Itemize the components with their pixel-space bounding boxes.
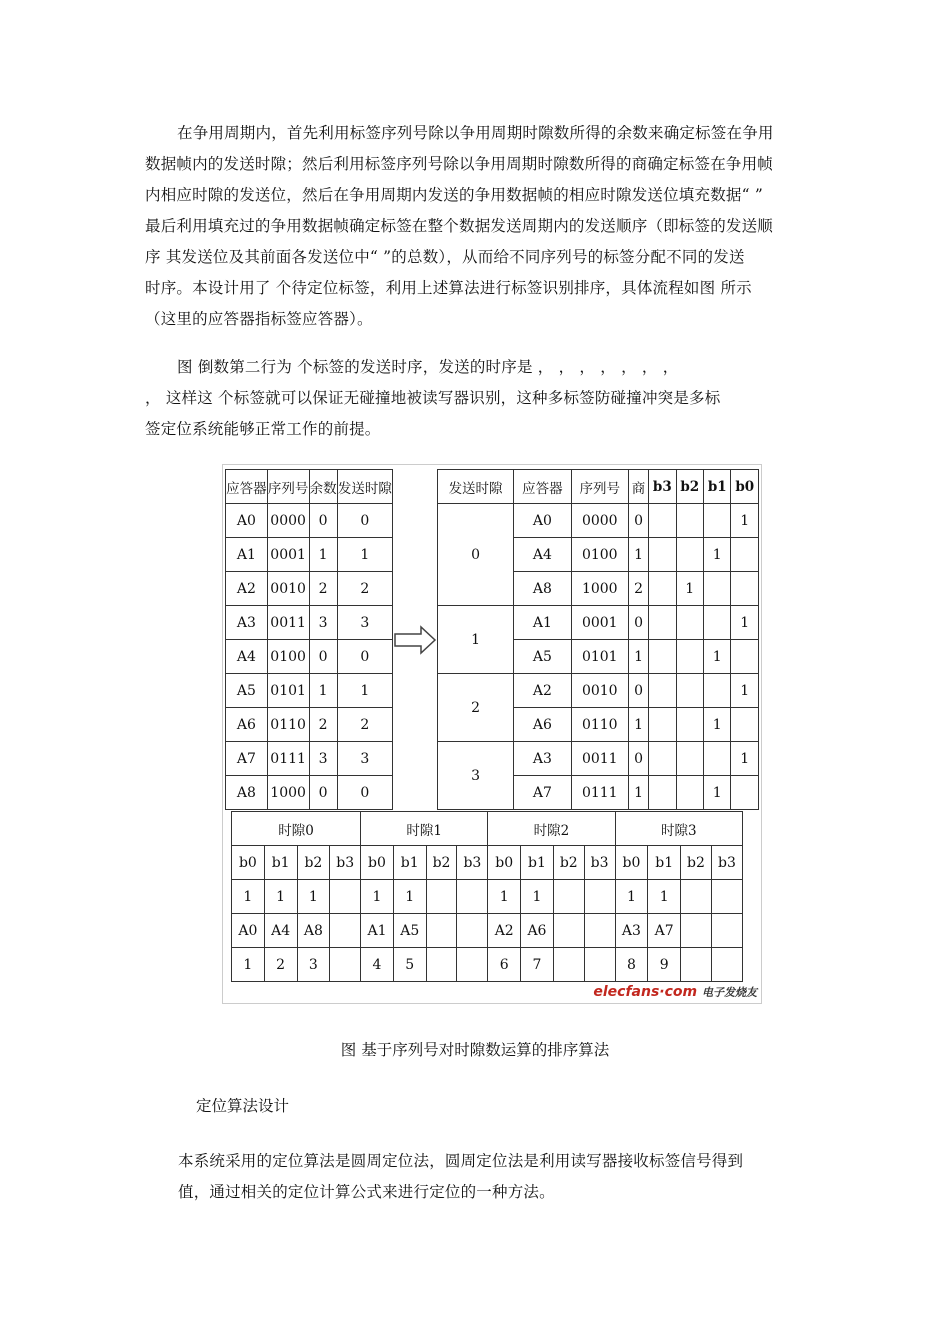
- table-cell: [584, 948, 615, 982]
- table-cell: b0: [488, 846, 521, 880]
- table-cell: 1: [731, 606, 759, 640]
- table-cell: b1: [264, 846, 297, 880]
- table-cell: 0011: [267, 606, 309, 640]
- table-cell: 1: [731, 674, 759, 708]
- table-cell: b2: [426, 846, 457, 880]
- table-row: [226, 606, 393, 640]
- section-heading: 定位算法设计: [196, 1097, 290, 1115]
- table-cell: A8: [226, 776, 268, 810]
- table-cell: 1: [297, 880, 330, 914]
- header-cell: b3: [649, 470, 676, 504]
- table-cell: 2: [629, 572, 649, 606]
- table-row: [226, 640, 393, 674]
- table-cell: [330, 880, 361, 914]
- table-cell: A6: [521, 914, 554, 948]
- table-cell: 1: [337, 538, 392, 572]
- table-cell: 2: [337, 708, 392, 742]
- table-cell: [676, 606, 703, 640]
- table-row: [226, 708, 393, 742]
- header-cell: b2: [676, 470, 703, 504]
- table-cell: [649, 572, 676, 606]
- table-cell: b0: [232, 846, 265, 880]
- header-cell: 商: [629, 470, 649, 504]
- table-cell: 1: [232, 948, 265, 982]
- table-cell: b1: [521, 846, 554, 880]
- table-cell: 0001: [571, 606, 628, 640]
- table-cell: A2: [226, 572, 268, 606]
- text-line: 图 倒数第二行为 个标签的发送时序，发送的时序是 ， ， ， ， ， ， ，: [177, 358, 679, 376]
- table-cell: [584, 880, 615, 914]
- text-line: 本系统采用的定位算法是圆周定位法，圆周定位法是利用读写器接收标签信号得到: [178, 1152, 744, 1170]
- table-cell: 8: [615, 948, 648, 982]
- table-cell: 1: [704, 776, 731, 810]
- table-cell: b2: [297, 846, 330, 880]
- text-line: （这里的应答器指标签应答器）。: [145, 310, 373, 328]
- table-cell: 0110: [571, 708, 628, 742]
- table-cell: [649, 742, 676, 776]
- table-cell: 3: [337, 742, 392, 776]
- table-cell: [649, 640, 676, 674]
- slot-cell: 0: [438, 504, 514, 606]
- table-cell: 1: [629, 776, 649, 810]
- text-line: 内相应时隙的发送位，然后在争用周期内发送的争用数据帧的相应时隙发送位填充数据“ ”: [145, 186, 763, 204]
- header-cell: 应答器: [514, 470, 571, 504]
- table-cell: 0111: [267, 742, 309, 776]
- table-cell: 2: [309, 708, 337, 742]
- text-line: 值，通过相关的定位计算公式来进行定位的一种方法。: [178, 1183, 555, 1201]
- table-cell: [426, 914, 457, 948]
- table-cell: [676, 640, 703, 674]
- table-cell: [676, 742, 703, 776]
- paragraph-positioning: [178, 1146, 818, 1208]
- table-cell: [426, 880, 457, 914]
- slot-header-row: [232, 812, 743, 846]
- sorting-algorithm-figure: [222, 464, 762, 1004]
- table-cell: [676, 708, 703, 742]
- table-cell: [457, 914, 488, 948]
- slot-header-cell: 时隙0: [232, 812, 361, 846]
- text-line: 数据帧内的发送时隙；然后利用标签序列号除以争用周期时隙数所得的商确定标签在争用帧: [145, 155, 774, 173]
- table-cell: 1: [704, 708, 731, 742]
- slot-cell: 1: [438, 606, 514, 674]
- table-cell: 0: [337, 640, 392, 674]
- table-cell: 2: [264, 948, 297, 982]
- table-cell: A5: [226, 674, 268, 708]
- table-cell: A3: [615, 914, 648, 948]
- header-cell: 序列号: [267, 470, 309, 504]
- table-cell: A5: [514, 640, 571, 674]
- table-cell: 1: [731, 742, 759, 776]
- table-cell: 1000: [267, 776, 309, 810]
- table-cell: 0011: [571, 742, 628, 776]
- table-cell: [731, 538, 759, 572]
- table-cell: 1: [361, 880, 394, 914]
- table-cell: 0100: [267, 640, 309, 674]
- slot-header-cell: 时隙1: [361, 812, 488, 846]
- table-cell: 1: [521, 880, 554, 914]
- table-cell: 1: [629, 708, 649, 742]
- header-cell: b0: [731, 470, 759, 504]
- table-cell: b2: [553, 846, 584, 880]
- table-row: [232, 948, 743, 982]
- table-cell: 0100: [571, 538, 628, 572]
- table-cell: [731, 572, 759, 606]
- header-cell: 发送时隙: [337, 470, 392, 504]
- arrow-right-icon: [393, 625, 437, 655]
- table-cell: [649, 776, 676, 810]
- table-cell: 1: [615, 880, 648, 914]
- table-cell: 1: [629, 640, 649, 674]
- table-cell: [711, 880, 742, 914]
- table-cell: 0010: [267, 572, 309, 606]
- table-cell: [649, 674, 676, 708]
- table-cell: 0: [309, 504, 337, 538]
- table-cell: 1: [704, 538, 731, 572]
- table-cell: 5: [393, 948, 426, 982]
- table-cell: A4: [514, 538, 571, 572]
- table-cell: [649, 504, 676, 538]
- table-cell: 3: [297, 948, 330, 982]
- table-cell: 0: [629, 742, 649, 776]
- table-cell: 4: [361, 948, 394, 982]
- table-cell: 1: [648, 880, 681, 914]
- table-cell: A3: [226, 606, 268, 640]
- timeslot-table: [231, 811, 743, 982]
- header-cell: 余数: [309, 470, 337, 504]
- table-cell: [330, 914, 361, 948]
- table-cell: [704, 572, 731, 606]
- table-cell: [676, 504, 703, 538]
- table-cell: 7: [521, 948, 554, 982]
- text-line: 时序。本设计用了 个待定位标签，利用上述算法进行标签识别排序，具体流程如图 所示: [145, 279, 752, 297]
- table-row: [226, 572, 393, 606]
- table-cell: A8: [514, 572, 571, 606]
- table-cell: b0: [361, 846, 394, 880]
- table-cell: 2: [309, 572, 337, 606]
- watermark: elecfans·com 电子发烧友: [593, 984, 757, 1000]
- header-row: [226, 470, 393, 504]
- table-cell: [711, 948, 742, 982]
- table-cell: b3: [584, 846, 615, 880]
- table-cell: [676, 674, 703, 708]
- table-cell: [681, 948, 712, 982]
- table-cell: 0: [309, 776, 337, 810]
- table-cell: 0: [337, 504, 392, 538]
- table-cell: 1: [488, 880, 521, 914]
- table-row: [226, 674, 393, 708]
- slot-cell: 3: [438, 742, 514, 810]
- table-cell: [681, 914, 712, 948]
- table-cell: A7: [226, 742, 268, 776]
- table-cell: [704, 606, 731, 640]
- table-cell: b3: [457, 846, 488, 880]
- table-cell: 1: [309, 674, 337, 708]
- table-cell: 1: [731, 504, 759, 538]
- header-cell: 发送时隙: [438, 470, 514, 504]
- table-row: [226, 742, 393, 776]
- table-cell: A0: [226, 504, 268, 538]
- table-cell: [681, 880, 712, 914]
- table-cell: A8: [297, 914, 330, 948]
- table-cell: [676, 776, 703, 810]
- table-cell: [330, 948, 361, 982]
- table-cell: 0110: [267, 708, 309, 742]
- table-row: [226, 538, 393, 572]
- table-cell: 2: [337, 572, 392, 606]
- table-cell: 1: [309, 538, 337, 572]
- table-cell: 3: [337, 606, 392, 640]
- table-row: [232, 880, 743, 914]
- table-cell: A2: [514, 674, 571, 708]
- table-row: [438, 606, 759, 640]
- table-cell: A6: [514, 708, 571, 742]
- text-line: 在争用周期内，首先利用标签序列号除以争用周期时隙数所得的余数来确定标签在争用: [177, 124, 774, 142]
- table-cell: 0: [337, 776, 392, 810]
- remainder-table: [225, 469, 393, 810]
- table-cell: A1: [226, 538, 268, 572]
- table-cell: [426, 948, 457, 982]
- table-row: [438, 674, 759, 708]
- table-cell: A4: [226, 640, 268, 674]
- table-cell: 3: [309, 742, 337, 776]
- table-cell: A1: [514, 606, 571, 640]
- header-row: [438, 470, 759, 504]
- table-row: [438, 742, 759, 776]
- table-cell: A0: [514, 504, 571, 538]
- table-cell: b2: [681, 846, 712, 880]
- table-cell: 1: [264, 880, 297, 914]
- table-cell: A7: [648, 914, 681, 948]
- text-line: 序 其发送位及其前面各发送位中“ ”的总数），从而给不同序列号的标签分配不同的发送: [145, 248, 745, 266]
- table-cell: [553, 914, 584, 948]
- paragraph-sorting-intro: [145, 118, 810, 335]
- header-cell: 应答器: [226, 470, 268, 504]
- table-row: [226, 504, 393, 538]
- figure-caption: 图 基于序列号对时隙数运算的排序算法: [340, 1041, 610, 1059]
- table-cell: b3: [330, 846, 361, 880]
- table-cell: 0: [629, 606, 649, 640]
- table-cell: 0101: [267, 674, 309, 708]
- table-cell: [731, 708, 759, 742]
- table-cell: 0001: [267, 538, 309, 572]
- table-cell: [649, 708, 676, 742]
- table-cell: A0: [232, 914, 265, 948]
- table-cell: 1: [704, 640, 731, 674]
- table-cell: 0: [629, 504, 649, 538]
- table-cell: A6: [226, 708, 268, 742]
- table-cell: [553, 880, 584, 914]
- table-cell: A4: [264, 914, 297, 948]
- table-cell: 1: [232, 880, 265, 914]
- table-row: [438, 504, 759, 538]
- table-cell: [553, 948, 584, 982]
- table-cell: A2: [488, 914, 521, 948]
- table-cell: [731, 640, 759, 674]
- table-cell: 3: [309, 606, 337, 640]
- header-cell: 序列号: [571, 470, 628, 504]
- table-cell: b3: [711, 846, 742, 880]
- table-cell: A1: [361, 914, 394, 948]
- table-cell: [457, 948, 488, 982]
- table-row: [226, 776, 393, 810]
- quotient-table: [437, 469, 759, 810]
- table-cell: [649, 538, 676, 572]
- table-cell: 9: [648, 948, 681, 982]
- table-cell: 6: [488, 948, 521, 982]
- text-line: 最后利用填充过的争用数据帧确定标签在整个数据发送周期内的发送顺序（即标签的发送顺: [145, 217, 774, 235]
- table-cell: 1: [337, 674, 392, 708]
- table-cell: b1: [393, 846, 426, 880]
- slot-cell: 2: [438, 674, 514, 742]
- table-cell: [457, 880, 488, 914]
- table-cell: 0: [629, 674, 649, 708]
- table-cell: A7: [514, 776, 571, 810]
- table-cell: 0000: [267, 504, 309, 538]
- table-cell: 1: [629, 538, 649, 572]
- table-cell: 0000: [571, 504, 628, 538]
- table-cell: 0111: [571, 776, 628, 810]
- table-cell: A3: [514, 742, 571, 776]
- table-cell: b1: [648, 846, 681, 880]
- table-cell: b0: [615, 846, 648, 880]
- table-cell: 0010: [571, 674, 628, 708]
- table-cell: 1: [393, 880, 426, 914]
- paragraph-sequence: [145, 352, 810, 445]
- table-cell: [649, 606, 676, 640]
- table-cell: [711, 914, 742, 948]
- table-cell: [584, 914, 615, 948]
- table-cell: [704, 674, 731, 708]
- table-cell: A5: [393, 914, 426, 948]
- table-cell: 1: [676, 572, 703, 606]
- header-cell: b1: [704, 470, 731, 504]
- table-cell: [704, 742, 731, 776]
- table-row: [232, 846, 743, 880]
- text-line: ， 这样这 个标签就可以保证无碰撞地被读写器识别，这种多标签防碰撞冲突是多标: [145, 389, 721, 407]
- table-cell: 0101: [571, 640, 628, 674]
- table-cell: 1000: [571, 572, 628, 606]
- slot-header-cell: 时隙2: [488, 812, 615, 846]
- table-cell: [676, 538, 703, 572]
- text-line: 签定位系统能够正常工作的前提。: [145, 420, 381, 438]
- slot-header-cell: 时隙3: [615, 812, 742, 846]
- table-row: [232, 914, 743, 948]
- table-cell: [704, 504, 731, 538]
- table-cell: [731, 776, 759, 810]
- table-cell: 0: [309, 640, 337, 674]
